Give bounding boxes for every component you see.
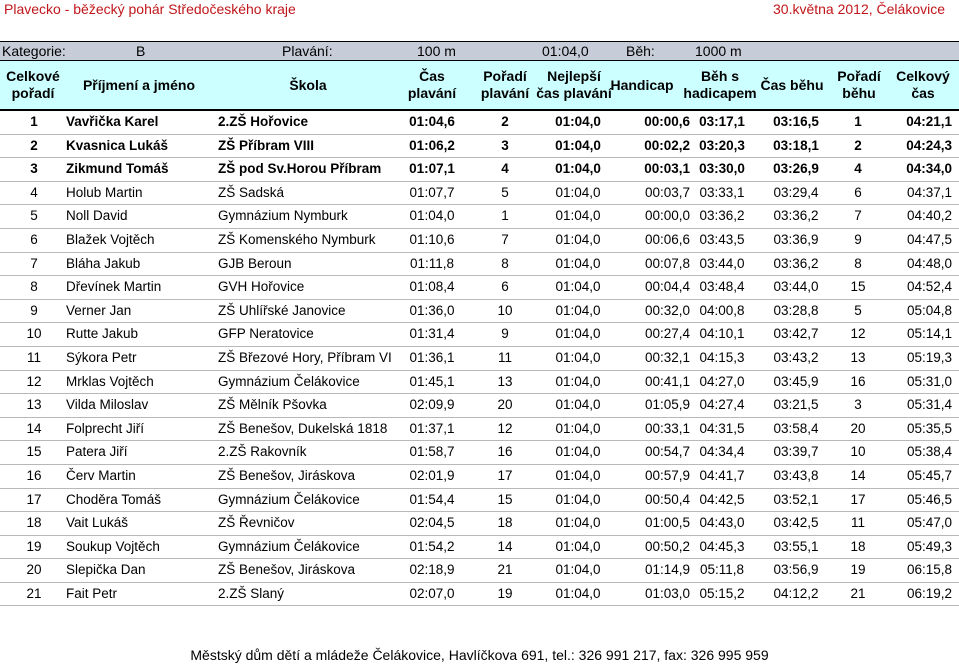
title-bar: [0, 0, 959, 18]
cell-run-time: 03:18,1: [773, 137, 819, 153]
cell-run-rank: 6: [854, 184, 862, 200]
cell-best-swim: 01:04,0: [555, 302, 601, 318]
cell-swim-rank: 16: [497, 444, 513, 460]
cell-swim-time: 01:36,0: [409, 302, 455, 318]
cell-run-time: 03:44,0: [773, 279, 819, 295]
table-row: [0, 583, 959, 607]
cell-run-handicap: 04:34,4: [699, 444, 745, 460]
cell-run-time: 04:12,2: [773, 585, 819, 601]
cell-total-time: 04:48,0: [906, 255, 952, 271]
cell-handicap: 00:33,1: [644, 420, 690, 436]
cell-school: ZŠ Mělník Pšovka: [218, 397, 327, 413]
table-row: [0, 205, 959, 229]
cell-position: 19: [26, 538, 42, 554]
table-row: [0, 135, 959, 159]
cell-name: Noll David: [66, 208, 128, 224]
cell-name: Kvasnica Lukáš: [66, 137, 169, 153]
cell-position: 12: [26, 373, 42, 389]
cell-position: 18: [26, 515, 42, 531]
category-label: Kategorie:: [2, 43, 66, 59]
cell-swim-time: 01:31,4: [409, 326, 455, 342]
cell-school: ZŠ Příbram VIII: [218, 137, 315, 153]
cell-position: 6: [30, 231, 38, 247]
cell-position: 13: [26, 397, 42, 413]
table-row: [0, 323, 959, 347]
cell-position: 20: [26, 562, 42, 578]
cell-position: 4: [30, 184, 38, 200]
cell-handicap: 00:57,9: [644, 467, 690, 483]
table-row: [0, 418, 959, 442]
cell-school: GVH Hořovice: [218, 279, 305, 295]
cell-run-time: 03:21,5: [773, 397, 819, 413]
cell-run-handicap: 04:27,0: [699, 373, 745, 389]
table-row: [0, 182, 959, 206]
cell-swim-time: 01:45,1: [409, 373, 455, 389]
cell-run-rank: 12: [850, 326, 866, 342]
cell-best-swim: 01:04,0: [555, 585, 601, 601]
cell-run-rank: 13: [850, 349, 866, 365]
table-row: [0, 559, 959, 583]
cell-swim-rank: 14: [497, 538, 513, 554]
cell-handicap: 00:00,6: [644, 114, 690, 129]
cell-school: 2.ZŠ Hořovice: [218, 114, 309, 129]
cell-best-swim: 01:04,0: [555, 161, 601, 177]
cell-total-time: 04:37,1: [906, 184, 952, 200]
cell-swim-rank: 7: [501, 231, 509, 247]
cell-best-swim: 01:04,0: [555, 515, 601, 531]
swim-label: Plavání:: [282, 43, 333, 59]
cell-position: 16: [26, 467, 42, 483]
cell-handicap: 01:03,0: [644, 585, 690, 601]
cell-name: Vait Lukáš: [66, 515, 129, 531]
cell-swim-rank: 10: [497, 302, 513, 318]
cell-run-rank: 21: [850, 585, 866, 601]
table-row: [0, 536, 959, 560]
cell-position: 1: [30, 114, 38, 129]
cell-handicap: 00:27,4: [644, 326, 690, 342]
cell-swim-time: 01:07,7: [409, 184, 455, 200]
cell-swim-rank: 2: [501, 114, 509, 129]
cell-run-handicap: 05:15,2: [699, 585, 745, 601]
cell-swim-time: 01:54,2: [409, 538, 455, 554]
cell-total-time: 05:45,7: [906, 467, 952, 483]
cell-swim-rank: 21: [497, 562, 513, 578]
cell-run-time: 03:43,2: [773, 349, 819, 365]
run-distance: 1000 m: [695, 43, 742, 59]
cell-swim-time: 02:01,9: [409, 467, 455, 483]
cell-school: ZŠ Sadská: [218, 184, 285, 200]
cell-run-handicap: 03:36,2: [699, 208, 745, 224]
cell-position: 3: [30, 161, 38, 177]
cell-handicap: 00:04,4: [644, 279, 690, 295]
cell-school: ZŠ Březové Hory, Příbram VI: [218, 349, 392, 365]
cell-run-rank: 15: [850, 279, 866, 295]
cell-best-swim: 01:04,0: [555, 208, 601, 224]
table-header: [0, 61, 959, 111]
cell-school: 2.ZŠ Slaný: [218, 585, 285, 601]
cell-name: Vilda Miloslav: [66, 397, 149, 413]
cell-handicap: 00:32,0: [644, 302, 690, 318]
cell-run-time: 03:43,8: [773, 467, 819, 483]
cell-swim-rank: 20: [497, 397, 513, 413]
cell-name: Slepička Dan: [66, 562, 146, 578]
cell-handicap: 00:03,1: [644, 161, 690, 177]
cell-swim-time: 01:10,6: [409, 231, 455, 247]
cell-handicap: 01:14,9: [644, 562, 690, 578]
cell-run-rank: 9: [854, 231, 862, 247]
cell-total-time: 05:46,5: [906, 491, 952, 507]
cell-total-time: 04:21,1: [906, 114, 952, 129]
cell-swim-rank: 3: [501, 137, 509, 153]
cell-name: Rutte Jakub: [66, 326, 139, 342]
cell-run-time: 03:55,1: [773, 538, 819, 554]
cell-run-rank: 20: [850, 420, 866, 436]
cell-run-time: 03:52,1: [773, 491, 819, 507]
header-total: Celkový čas: [896, 68, 950, 101]
table-row: [0, 300, 959, 324]
table-row: [0, 512, 959, 536]
cell-swim-rank: 18: [497, 515, 513, 531]
cell-swim-rank: 15: [497, 491, 513, 507]
cell-handicap: 00:32,1: [644, 349, 690, 365]
cell-school: GFP Neratovice: [218, 326, 314, 342]
cell-swim-time: 01:37,1: [409, 420, 455, 436]
cell-run-rank: 5: [854, 302, 862, 318]
cell-best-swim: 01:04,0: [555, 255, 601, 271]
cell-run-time: 03:36,2: [773, 255, 819, 271]
header-best-swim: Nejlepší čas plavání: [536, 68, 612, 101]
cell-total-time: 04:40,2: [906, 208, 952, 224]
results-table: [0, 111, 959, 606]
cell-handicap: 00:03,7: [644, 184, 690, 200]
header-swim-time: Čas plavání: [407, 68, 457, 101]
cell-name: Choděra Tomáš: [66, 491, 162, 507]
table-row: [0, 441, 959, 465]
cell-total-time: 06:15,8: [906, 562, 952, 578]
cell-position: 2: [30, 137, 38, 153]
cell-handicap: 00:54,7: [644, 444, 690, 460]
cell-position: 5: [30, 208, 38, 224]
cell-swim-time: 02:07,0: [409, 585, 455, 601]
cell-swim-rank: 6: [501, 279, 509, 295]
cell-run-rank: 19: [850, 562, 866, 578]
cell-total-time: 04:47,5: [906, 231, 952, 247]
cell-run-time: 03:58,4: [773, 420, 819, 436]
cell-run-time: 03:45,9: [773, 373, 819, 389]
cell-swim-time: 01:04,0: [409, 208, 455, 224]
event-title: Plavecko - běžecký pohár Středočeského kraje: [4, 1, 296, 17]
cell-swim-time: 01:06,2: [409, 137, 455, 153]
cell-run-time: 03:56,9: [773, 562, 819, 578]
swim-best: 01:04,0: [542, 43, 589, 59]
table-row: [0, 158, 959, 182]
cell-run-time: 03:42,5: [773, 515, 819, 531]
cell-run-time: 03:39,7: [773, 444, 819, 460]
cell-position: 17: [26, 491, 42, 507]
cell-handicap: 00:50,2: [644, 538, 690, 554]
cell-run-handicap: 03:43,5: [699, 231, 745, 247]
cell-run-handicap: 04:27,4: [699, 397, 745, 413]
header-run-time: Čas běhu: [760, 76, 824, 93]
table-row: [0, 465, 959, 489]
cell-total-time: 06:19,2: [906, 585, 952, 601]
cell-school: Gymnázium Čelákovice: [218, 373, 360, 389]
cell-school: Gymnázium Nymburk: [218, 208, 348, 224]
table-row: [0, 489, 959, 513]
cell-run-rank: 11: [850, 515, 865, 531]
cell-total-time: 05:35,5: [906, 420, 952, 436]
cell-best-swim: 01:04,0: [555, 349, 601, 365]
cell-run-handicap: 03:17,1: [699, 114, 745, 129]
cell-best-swim: 01:04,0: [555, 373, 601, 389]
cell-run-rank: 18: [850, 538, 866, 554]
cell-position: 10: [26, 326, 42, 342]
cell-school: Gymnázium Čelákovice: [218, 491, 360, 507]
table-row: [0, 253, 959, 277]
cell-position: 7: [30, 255, 38, 271]
cell-best-swim: 01:04,0: [555, 231, 601, 247]
cell-run-handicap: 04:43,0: [699, 515, 745, 531]
cell-swim-rank: 11: [497, 349, 512, 365]
cell-best-swim: 01:04,0: [555, 420, 601, 436]
cell-name: Bláha Jakub: [66, 255, 141, 271]
cell-run-rank: 2: [854, 137, 862, 153]
cell-handicap: 00:02,2: [644, 137, 690, 153]
cell-position: 21: [26, 585, 42, 601]
cell-run-time: 03:36,9: [773, 231, 819, 247]
cell-school: GJB Beroun: [218, 255, 292, 271]
cell-run-rank: 17: [850, 491, 866, 507]
cell-total-time: 05:04,8: [906, 302, 952, 318]
cell-name: Fait Petr: [66, 585, 118, 601]
cell-position: 14: [26, 420, 42, 436]
swim-distance: 100 m: [417, 43, 456, 59]
cell-run-rank: 16: [850, 373, 866, 389]
cell-best-swim: 01:04,0: [555, 397, 601, 413]
cell-run-handicap: 03:44,0: [699, 255, 745, 271]
cell-run-handicap: 03:33,1: [699, 184, 745, 200]
cell-best-swim: 01:04,0: [555, 114, 601, 129]
cell-best-swim: 01:04,0: [555, 538, 601, 554]
cell-handicap: 00:07,8: [644, 255, 690, 271]
cell-swim-time: 01:08,4: [409, 279, 455, 295]
cell-total-time: 05:31,4: [906, 397, 952, 413]
cell-best-swim: 01:04,0: [555, 444, 601, 460]
footer: Městský dům dětí a mládeže Čelákovice, Havlíčkova 691, tel.: 326 991 217, fax: 326 995 959: [190, 647, 769, 663]
cell-total-time: 05:31,0: [906, 373, 952, 389]
cell-best-swim: 01:04,0: [555, 184, 601, 200]
cell-run-time: 03:36,2: [773, 208, 819, 224]
cell-handicap: 01:05,9: [644, 397, 690, 413]
cell-run-handicap: 04:10,1: [699, 326, 745, 342]
header-handicap: Handicap: [610, 76, 674, 93]
cell-run-rank: 8: [854, 255, 862, 271]
cell-run-handicap: 04:41,7: [699, 467, 745, 483]
cell-run-time: 03:16,5: [773, 114, 819, 129]
cell-run-rank: 7: [854, 208, 862, 224]
cell-swim-rank: 13: [497, 373, 513, 389]
cell-position: 15: [26, 444, 42, 460]
cell-swim-rank: 8: [501, 255, 509, 271]
cell-run-handicap: 03:30,0: [699, 161, 745, 177]
cell-run-time: 03:28,8: [773, 302, 819, 318]
cell-school: ZŠ Komenského Nymburk: [218, 231, 376, 247]
cell-total-time: 04:52,4: [906, 279, 952, 295]
table-row: [0, 111, 959, 135]
cell-name: Patera Jiří: [66, 444, 128, 460]
cell-run-handicap: 03:48,4: [699, 279, 745, 295]
cell-swim-rank: 19: [497, 585, 513, 601]
table-row: [0, 276, 959, 300]
cell-school: Gymnázium Čelákovice: [218, 538, 360, 554]
cell-total-time: 05:49,3: [906, 538, 952, 554]
cell-best-swim: 01:04,0: [555, 137, 601, 153]
category-bar: [0, 41, 959, 61]
cell-run-time: 03:42,7: [773, 326, 819, 342]
cell-best-swim: 01:04,0: [555, 279, 601, 295]
cell-best-swim: 01:04,0: [555, 491, 601, 507]
cell-position: 9: [30, 302, 38, 318]
cell-run-rank: 3: [854, 397, 862, 413]
table-row: [0, 394, 959, 418]
cell-school: ZŠ Řevničov: [218, 515, 295, 531]
cell-run-handicap: 05:11,8: [699, 562, 745, 578]
cell-name: Dřevínek Martin: [66, 279, 162, 295]
cell-swim-time: 02:09,9: [409, 397, 455, 413]
cell-school: ZŠ Benešov, Jiráskova: [218, 467, 356, 483]
cell-position: 11: [26, 349, 41, 365]
cell-run-time: 03:26,9: [773, 161, 819, 177]
cell-name: Soukup Vojtěch: [66, 538, 160, 554]
cell-run-handicap: 04:15,3: [699, 349, 745, 365]
cell-run-rank: 4: [854, 161, 862, 177]
cell-swim-time: 02:04,5: [409, 515, 455, 531]
cell-name: Červ Martin: [66, 467, 136, 483]
cell-total-time: 05:38,4: [906, 444, 952, 460]
cell-name: Holub Martin: [66, 184, 143, 200]
header-run-handicap: Běh s hadicapem: [683, 68, 757, 101]
event-date: 30.května 2012, Čelákovice: [773, 1, 945, 17]
cell-swim-time: 01:58,7: [409, 444, 455, 460]
table-row: [0, 347, 959, 371]
cell-swim-time: 01:04,6: [409, 114, 455, 129]
cell-position: 8: [30, 279, 38, 295]
table-row: [0, 229, 959, 253]
cell-handicap: 00:50,4: [644, 491, 690, 507]
cell-swim-rank: 9: [501, 326, 509, 342]
cell-run-time: 03:29,4: [773, 184, 819, 200]
cell-name: Zikmund Tomáš: [66, 161, 169, 177]
cell-run-handicap: 04:00,8: [699, 302, 745, 318]
cell-swim-time: 01:54,4: [409, 491, 455, 507]
cell-name: Vavřička Karel: [66, 114, 159, 129]
cell-best-swim: 01:04,0: [555, 562, 601, 578]
cell-swim-rank: 5: [501, 184, 509, 200]
header-name: Příjmení a jméno: [82, 76, 196, 93]
header-swim-rank: Pořadí plavání: [480, 68, 530, 101]
cell-run-handicap: 04:42,5: [699, 491, 745, 507]
cell-swim-rank: 1: [501, 208, 509, 224]
cell-handicap: 00:06,6: [644, 231, 690, 247]
cell-school: ZŠ Uhlířské Janovice: [218, 302, 346, 318]
category-value: B: [136, 43, 146, 59]
cell-school: ZŠ Benešov, Dukelská 1818: [218, 420, 388, 436]
cell-run-rank: 14: [850, 467, 866, 483]
cell-swim-rank: 12: [497, 420, 513, 436]
cell-total-time: 05:14,1: [906, 326, 952, 342]
cell-handicap: 00:00,0: [644, 208, 690, 224]
cell-total-time: 04:34,0: [906, 161, 952, 177]
cell-name: Sýkora Petr: [66, 349, 137, 365]
cell-run-handicap: 04:31,5: [699, 420, 745, 436]
cell-swim-time: 02:18,9: [409, 562, 455, 578]
cell-swim-time: 01:11,8: [409, 255, 455, 271]
cell-swim-time: 01:36,1: [409, 349, 455, 365]
cell-name: Blažek Vojtěch: [66, 231, 155, 247]
cell-run-handicap: 03:20,3: [699, 137, 745, 153]
cell-name: Verner Jan: [66, 302, 132, 318]
cell-swim-rank: 4: [501, 161, 509, 177]
cell-name: Folprecht Jiří: [66, 420, 145, 436]
cell-school: ZŠ Benešov, Jiráskova: [218, 562, 356, 578]
cell-school: ZŠ pod Sv.Horou Příbram: [218, 161, 382, 177]
cell-run-handicap: 04:45,3: [699, 538, 745, 554]
cell-best-swim: 01:04,0: [555, 326, 601, 342]
cell-handicap: 00:41,1: [644, 373, 690, 389]
cell-handicap: 01:00,5: [644, 515, 690, 531]
cell-run-rank: 10: [850, 444, 866, 460]
cell-swim-rank: 17: [497, 467, 513, 483]
cell-best-swim: 01:04,0: [555, 467, 601, 483]
header-run-rank: Pořadí běhu: [837, 68, 881, 101]
run-label: Běh:: [626, 43, 655, 59]
cell-school: 2.ZŠ Rakovník: [218, 444, 307, 460]
cell-total-time: 05:47,0: [906, 515, 952, 531]
cell-total-time: 04:24,3: [906, 137, 952, 153]
cell-name: Mrklas Vojtěch: [66, 373, 154, 389]
cell-run-rank: 1: [854, 114, 862, 129]
table-row: [0, 371, 959, 395]
cell-total-time: 05:19,3: [906, 349, 952, 365]
header-school: Škola: [289, 76, 327, 93]
cell-swim-time: 01:07,1: [409, 161, 455, 177]
header-pos: Celkové pořadí: [6, 68, 60, 101]
